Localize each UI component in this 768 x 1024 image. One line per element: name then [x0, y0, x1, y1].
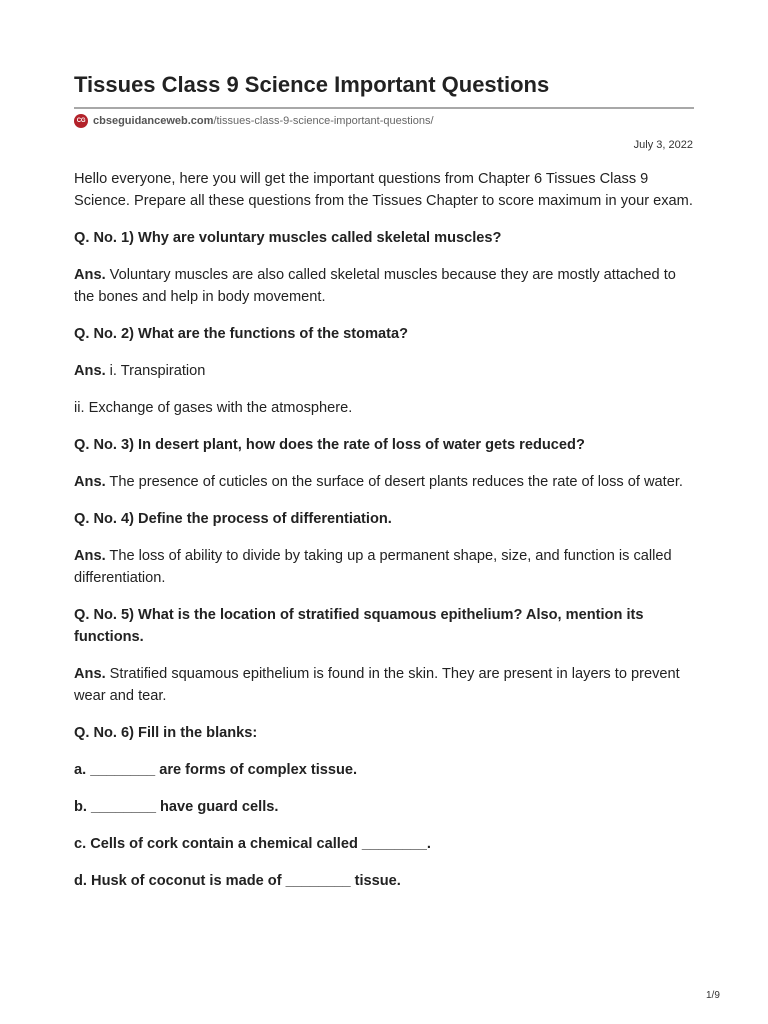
blank-item: d. Husk of coconut is made of ________ tissue.: [74, 873, 401, 889]
question-4: Q. No. 4) Define the process of differentiation.: [74, 511, 392, 527]
question-1: Q. No. 1) Why are voluntary muscles called skeletal muscles?: [74, 230, 502, 246]
blank-item: a. ________ are forms of complex tissue.: [74, 762, 358, 778]
answer-text: The presence of cuticles on the surface of desert plants reduces the rate of loss of water.: [105, 474, 683, 490]
question-6: Q. No. 6) Fill in the blanks:: [74, 725, 258, 741]
answer-label: Ans.: [74, 267, 106, 283]
answer-text: Voluntary muscles are also called skeletal muscles because they are mostly attached to the bones and help in body movement.: [74, 267, 676, 305]
page-title: Tissues Class 9 Science Important Questions: [74, 72, 550, 97]
article-body: [74, 168, 696, 907]
answer-2-continued: ii. Exchange of gases with the atmosphere.: [74, 400, 353, 416]
page-number: 1/9: [706, 990, 720, 1001]
question-2: Q. No. 2) What are the functions of the stomata?: [74, 326, 409, 342]
question-5: Q. No. 5) What is the location of stratified squamous epithelium? Also, mention its functions.: [74, 607, 644, 645]
answer-1: [74, 264, 696, 308]
answer-3: [74, 471, 696, 493]
answer-label: Ans.: [74, 363, 106, 379]
blank-item: c. Cells of cork contain a chemical called ________.: [74, 836, 431, 852]
answer-label: Ans.: [74, 474, 106, 490]
source-path: /tissues-class-9-science-important-questions/: [213, 115, 434, 127]
site-logo-icon: CG: [74, 114, 88, 128]
answer-label: Ans.: [74, 548, 106, 564]
source-domain: cbseguidanceweb.com: [93, 115, 214, 127]
answer-2: [74, 360, 696, 382]
answer-text: i. Transpiration: [105, 363, 206, 379]
answer-5: [74, 663, 696, 707]
answer-label: Ans.: [74, 666, 106, 682]
answer-text: The loss of ability to divide by taking up a permanent shape, size, and function is called differentiation.: [74, 548, 672, 586]
answer-text: Stratified squamous epithelium is found in the skin. They are present in layers to prevent wear and tear.: [74, 666, 680, 704]
publish-date: July 3, 2022: [633, 139, 693, 151]
title-divider: [74, 107, 694, 109]
question-3: Q. No. 3) In desert plant, how does the rate of loss of water gets reduced?: [74, 437, 585, 453]
blank-item: b. ________ have guard cells.: [74, 799, 279, 815]
source-link[interactable]: [74, 113, 434, 129]
answer-4: [74, 545, 696, 589]
intro-paragraph: Hello everyone, here you will get the important questions from Chapter 6 Tissues Class 9 Science. Prepare all these questions from the Tissues Chapter to score maximum in your exam.: [74, 171, 693, 209]
